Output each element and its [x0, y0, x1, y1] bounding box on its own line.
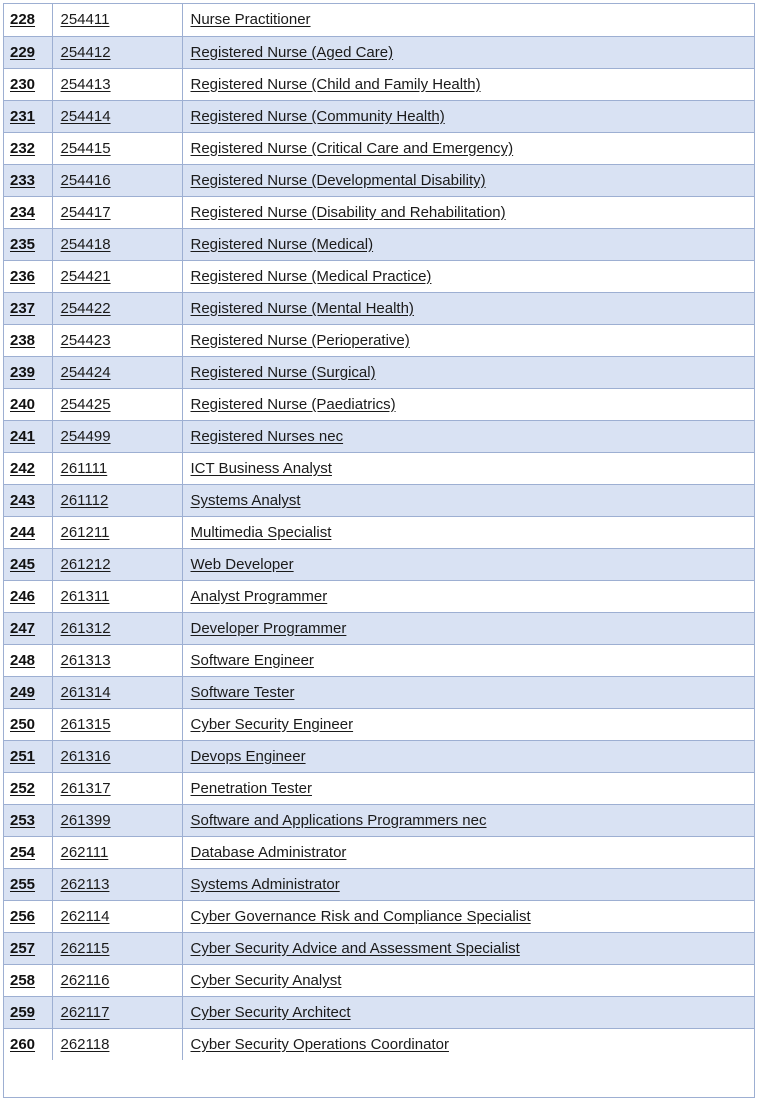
- anzsco-code-link[interactable]: 261212: [52, 548, 182, 580]
- row-number-link[interactable]: 245: [4, 548, 52, 580]
- occupation-list-sheet: [3, 3, 755, 1098]
- row-number-link[interactable]: 238: [4, 324, 52, 356]
- occupation-title-link[interactable]: Registered Nurse (Mental Health): [182, 292, 754, 324]
- table-row: [4, 324, 754, 356]
- table-row: [4, 420, 754, 452]
- row-number-link[interactable]: 246: [4, 580, 52, 612]
- table-row: [4, 228, 754, 260]
- occupation-title-link[interactable]: ICT Business Analyst: [182, 452, 754, 484]
- occupation-title-link[interactable]: Systems Administrator: [182, 868, 754, 900]
- anzsco-code-link[interactable]: 261399: [52, 804, 182, 836]
- table-row: [4, 708, 754, 740]
- anzsco-code-link[interactable]: 261316: [52, 740, 182, 772]
- row-number-link[interactable]: 248: [4, 644, 52, 676]
- anzsco-code-link[interactable]: 261315: [52, 708, 182, 740]
- anzsco-code-link[interactable]: 261211: [52, 516, 182, 548]
- occupation-title-link[interactable]: Registered Nurse (Child and Family Health): [182, 68, 754, 100]
- occupation-title-link[interactable]: Software and Applications Programmers nec: [182, 804, 754, 836]
- table-row: [4, 740, 754, 772]
- table-row: [4, 580, 754, 612]
- occupation-title-link[interactable]: Registered Nurse (Community Health): [182, 100, 754, 132]
- row-number-link[interactable]: 231: [4, 100, 52, 132]
- anzsco-code-link[interactable]: 254411: [52, 4, 182, 36]
- table-row: [4, 772, 754, 804]
- table-row: [4, 292, 754, 324]
- occupation-title-link[interactable]: Registered Nurse (Surgical): [182, 356, 754, 388]
- row-number-link[interactable]: 232: [4, 132, 52, 164]
- occupation-title-link[interactable]: Multimedia Specialist: [182, 516, 754, 548]
- anzsco-code-link[interactable]: 262113: [52, 868, 182, 900]
- table-row: [4, 132, 754, 164]
- occupation-title-link[interactable]: Software Engineer: [182, 644, 754, 676]
- occupation-title-link[interactable]: Cyber Security Engineer: [182, 708, 754, 740]
- table-row: [4, 548, 754, 580]
- row-number-link[interactable]: 235: [4, 228, 52, 260]
- table-row: [4, 612, 754, 644]
- row-number-link[interactable]: 258: [4, 964, 52, 996]
- anzsco-code-link[interactable]: 254415: [52, 132, 182, 164]
- occupation-title-link[interactable]: Systems Analyst: [182, 484, 754, 516]
- anzsco-code-link[interactable]: 254412: [52, 36, 182, 68]
- table-row: [4, 932, 754, 964]
- row-number-link[interactable]: 252: [4, 772, 52, 804]
- anzsco-code-link[interactable]: 254424: [52, 356, 182, 388]
- anzsco-code-link[interactable]: 254416: [52, 164, 182, 196]
- table-row: [4, 68, 754, 100]
- anzsco-code-link[interactable]: 254417: [52, 196, 182, 228]
- table-row: [4, 836, 754, 868]
- row-number-link[interactable]: 243: [4, 484, 52, 516]
- row-number-link[interactable]: 253: [4, 804, 52, 836]
- anzsco-code-link[interactable]: 261312: [52, 612, 182, 644]
- anzsco-code-link[interactable]: 261111: [52, 452, 182, 484]
- occupation-title-link[interactable]: Cyber Governance Risk and Compliance Specialist: [182, 900, 754, 932]
- row-number-link[interactable]: 233: [4, 164, 52, 196]
- row-number-link[interactable]: 240: [4, 388, 52, 420]
- table-row: [4, 4, 754, 36]
- table-row: [4, 868, 754, 900]
- row-number-link[interactable]: 259: [4, 996, 52, 1028]
- anzsco-code-link[interactable]: 254425: [52, 388, 182, 420]
- occupation-title-link[interactable]: Web Developer: [182, 548, 754, 580]
- row-number-link[interactable]: 247: [4, 612, 52, 644]
- occupation-title-link[interactable]: Developer Programmer: [182, 612, 754, 644]
- anzsco-code-link[interactable]: 262117: [52, 996, 182, 1028]
- occupation-title-link[interactable]: Software Tester: [182, 676, 754, 708]
- table-row: [4, 260, 754, 292]
- occupation-title-link[interactable]: Analyst Programmer: [182, 580, 754, 612]
- table-row: [4, 452, 754, 484]
- occupation-title-link[interactable]: Registered Nurses nec: [182, 420, 754, 452]
- row-number-link[interactable]: 255: [4, 868, 52, 900]
- row-number-link[interactable]: 257: [4, 932, 52, 964]
- anzsco-code-link[interactable]: 261112: [52, 484, 182, 516]
- anzsco-code-link[interactable]: 261313: [52, 644, 182, 676]
- table-row: [4, 484, 754, 516]
- occupation-title-link[interactable]: Registered Nurse (Critical Care and Emergency): [182, 132, 754, 164]
- row-number-link[interactable]: 249: [4, 676, 52, 708]
- row-number-link[interactable]: 256: [4, 900, 52, 932]
- anzsco-code-link[interactable]: 262111: [52, 836, 182, 868]
- anzsco-code-link[interactable]: 261311: [52, 580, 182, 612]
- table-row: [4, 676, 754, 708]
- table-row: [4, 516, 754, 548]
- row-number-link[interactable]: 236: [4, 260, 52, 292]
- occupation-title-link[interactable]: Penetration Tester: [182, 772, 754, 804]
- occupation-title-link[interactable]: Registered Nurse (Developmental Disability): [182, 164, 754, 196]
- table-row: [4, 196, 754, 228]
- occupation-title-link[interactable]: Registered Nurse (Aged Care): [182, 36, 754, 68]
- table-row: [4, 1028, 754, 1060]
- occupation-table-body: [4, 4, 754, 1060]
- row-number-link[interactable]: 244: [4, 516, 52, 548]
- table-row: [4, 804, 754, 836]
- anzsco-code-link[interactable]: 261314: [52, 676, 182, 708]
- row-number-link[interactable]: 234: [4, 196, 52, 228]
- occupation-table: [4, 4, 754, 1060]
- occupation-title-link[interactable]: Cyber Security Analyst: [182, 964, 754, 996]
- occupation-title-link[interactable]: Devops Engineer: [182, 740, 754, 772]
- table-row: [4, 900, 754, 932]
- anzsco-code-link[interactable]: 254422: [52, 292, 182, 324]
- table-row: [4, 356, 754, 388]
- anzsco-code-link[interactable]: 254421: [52, 260, 182, 292]
- row-number-link[interactable]: 237: [4, 292, 52, 324]
- anzsco-code-link[interactable]: 254413: [52, 68, 182, 100]
- row-number-link[interactable]: 250: [4, 708, 52, 740]
- occupation-title-link[interactable]: Registered Nurse (Medical Practice): [182, 260, 754, 292]
- occupation-title-link[interactable]: Nurse Practitioner: [190, 11, 311, 29]
- occupation-title-link[interactable]: Registered Nurse (Disability and Rehabilitation): [182, 196, 754, 228]
- anzsco-code-link[interactable]: 262114: [52, 900, 182, 932]
- anzsco-code-link[interactable]: 262116: [52, 964, 182, 996]
- table-row: [4, 964, 754, 996]
- row-number-link[interactable]: 251: [4, 740, 52, 772]
- row-number-link[interactable]: 230: [4, 68, 52, 100]
- anzsco-code-link[interactable]: 254423: [52, 324, 182, 356]
- anzsco-code-link[interactable]: 254499: [52, 420, 182, 452]
- occupation-title-link[interactable]: Cyber Security Operations Coordinator: [182, 1028, 754, 1060]
- table-row: [4, 36, 754, 68]
- row-number-link[interactable]: 228: [4, 4, 52, 36]
- occupation-title-link[interactable]: Registered Nurse (Perioperative): [182, 324, 754, 356]
- anzsco-code-link[interactable]: 262118: [52, 1028, 182, 1060]
- table-row: [4, 164, 754, 196]
- occupation-title-link[interactable]: Registered Nurse (Paediatrics): [182, 388, 754, 420]
- occupation-title-link[interactable]: Database Administrator: [182, 836, 754, 868]
- row-number-link[interactable]: 254: [4, 836, 52, 868]
- row-number-link[interactable]: 241: [4, 420, 52, 452]
- row-number-link[interactable]: 229: [4, 36, 52, 68]
- occupation-title-link[interactable]: Cyber Security Architect: [182, 996, 754, 1028]
- table-row: [4, 100, 754, 132]
- row-number-link[interactable]: 239: [4, 356, 52, 388]
- row-number-link[interactable]: 260: [4, 1028, 52, 1060]
- anzsco-code-link[interactable]: 254418: [52, 228, 182, 260]
- table-row: [4, 996, 754, 1028]
- table-row: [4, 644, 754, 676]
- row-number-link[interactable]: 242: [4, 452, 52, 484]
- anzsco-code-link[interactable]: 254414: [52, 100, 182, 132]
- occupation-title-link[interactable]: Registered Nurse (Medical): [182, 228, 754, 260]
- anzsco-code-link[interactable]: 262115: [52, 932, 182, 964]
- occupation-title-link[interactable]: Cyber Security Advice and Assessment Specialist: [182, 932, 754, 964]
- anzsco-code-link[interactable]: 261317: [52, 772, 182, 804]
- table-row: [4, 388, 754, 420]
